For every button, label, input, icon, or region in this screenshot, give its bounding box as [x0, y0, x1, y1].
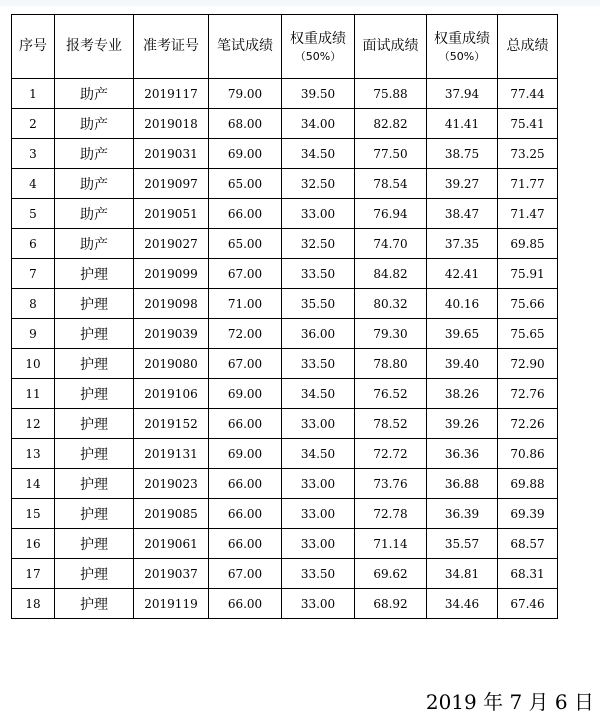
- cell-major: 护理: [55, 379, 134, 409]
- cell-exam-no: 2019152: [134, 409, 209, 439]
- cell-interview-weighted: 36.88: [427, 469, 498, 499]
- cell-total-score: 75.66: [498, 289, 558, 319]
- cell-written-weighted: 33.50: [282, 559, 355, 589]
- cell-written-weighted: 33.00: [282, 199, 355, 229]
- cell-seq: 14: [12, 469, 55, 499]
- cell-interview-score: 80.32: [355, 289, 427, 319]
- cell-interview-weighted: 38.75: [427, 139, 498, 169]
- score-table: [11, 14, 558, 619]
- table-row: [12, 229, 558, 259]
- cell-interview-score: 77.50: [355, 139, 427, 169]
- cell-written-weighted: 33.50: [282, 259, 355, 289]
- cell-exam-no: 2019098: [134, 289, 209, 319]
- cell-total-score: 69.39: [498, 499, 558, 529]
- cell-written-weighted: 33.00: [282, 499, 355, 529]
- cell-interview-score: 75.88: [355, 79, 427, 109]
- cell-exam-no: 2019131: [134, 439, 209, 469]
- cell-interview-weighted: 39.65: [427, 319, 498, 349]
- cell-interview-score: 72.78: [355, 499, 427, 529]
- cell-written-weighted: 34.50: [282, 439, 355, 469]
- cell-exam-no: 2019031: [134, 139, 209, 169]
- table-row: [12, 139, 558, 169]
- cell-interview-weighted: 36.39: [427, 499, 498, 529]
- header-interview-weighted-note: （50%）: [438, 49, 486, 63]
- cell-written-score: 66.00: [209, 499, 282, 529]
- cell-seq: 5: [12, 199, 55, 229]
- table-row: [12, 499, 558, 529]
- cell-major: 护理: [55, 589, 134, 619]
- header-exam-no: 准考证号: [134, 15, 209, 79]
- cell-total-score: 75.65: [498, 319, 558, 349]
- header-interview-weighted: [427, 15, 498, 79]
- cell-interview-weighted: 35.57: [427, 529, 498, 559]
- cell-total-score: 75.41: [498, 109, 558, 139]
- cell-written-score: 65.00: [209, 169, 282, 199]
- cell-interview-weighted: 42.41: [427, 259, 498, 289]
- cell-total-score: 72.26: [498, 409, 558, 439]
- cell-seq: 1: [12, 79, 55, 109]
- table-row: [12, 109, 558, 139]
- cell-written-weighted: 39.50: [282, 79, 355, 109]
- cell-total-score: 71.47: [498, 199, 558, 229]
- cell-written-weighted: 32.50: [282, 169, 355, 199]
- cell-interview-weighted: 34.81: [427, 559, 498, 589]
- cell-written-score: 69.00: [209, 439, 282, 469]
- table-row: [12, 409, 558, 439]
- cell-written-score: 68.00: [209, 109, 282, 139]
- cell-major: 护理: [55, 349, 134, 379]
- cell-interview-weighted: 40.16: [427, 289, 498, 319]
- table-body: [12, 79, 558, 619]
- cell-written-score: 66.00: [209, 199, 282, 229]
- cell-interview-weighted: 38.26: [427, 379, 498, 409]
- cell-exam-no: 2019023: [134, 469, 209, 499]
- header-seq: 序号: [12, 15, 55, 79]
- cell-exam-no: 2019018: [134, 109, 209, 139]
- cell-written-score: 66.00: [209, 529, 282, 559]
- cell-interview-weighted: 37.94: [427, 79, 498, 109]
- cell-major: 护理: [55, 439, 134, 469]
- cell-major: 助产: [55, 109, 134, 139]
- cell-seq: 11: [12, 379, 55, 409]
- cell-interview-score: 72.72: [355, 439, 427, 469]
- cell-written-score: 69.00: [209, 139, 282, 169]
- cell-interview-weighted: 34.46: [427, 589, 498, 619]
- cell-exam-no: 2019097: [134, 169, 209, 199]
- cell-major: 助产: [55, 229, 134, 259]
- cell-total-score: 68.57: [498, 529, 558, 559]
- header-total-score: 总成绩: [498, 15, 558, 79]
- cell-interview-score: 68.92: [355, 589, 427, 619]
- cell-total-score: 69.88: [498, 469, 558, 499]
- cell-total-score: 77.44: [498, 79, 558, 109]
- table-row: [12, 289, 558, 319]
- header-interview-weighted-label: 权重成绩: [434, 30, 490, 47]
- cell-interview-score: 76.94: [355, 199, 427, 229]
- cell-written-score: 71.00: [209, 289, 282, 319]
- table-row: [12, 169, 558, 199]
- cell-seq: 6: [12, 229, 55, 259]
- cell-interview-score: 73.76: [355, 469, 427, 499]
- cell-major: 助产: [55, 169, 134, 199]
- table-header-row: [12, 15, 558, 79]
- header-written-weighted-note: （50%）: [294, 49, 342, 63]
- cell-major: 护理: [55, 409, 134, 439]
- cell-written-weighted: 33.00: [282, 589, 355, 619]
- cell-major: 护理: [55, 499, 134, 529]
- cell-seq: 16: [12, 529, 55, 559]
- cell-written-score: 79.00: [209, 79, 282, 109]
- cell-major: 护理: [55, 559, 134, 589]
- cell-major: 助产: [55, 79, 134, 109]
- table-row: [12, 379, 558, 409]
- cell-interview-weighted: 39.26: [427, 409, 498, 439]
- cell-written-weighted: 34.50: [282, 139, 355, 169]
- cell-written-weighted: 33.00: [282, 469, 355, 499]
- cell-seq: 7: [12, 259, 55, 289]
- header-interview-score: 面试成绩: [355, 15, 427, 79]
- cell-written-score: 66.00: [209, 469, 282, 499]
- cell-interview-score: 79.30: [355, 319, 427, 349]
- cell-interview-weighted: 36.36: [427, 439, 498, 469]
- cell-major: 护理: [55, 469, 134, 499]
- table-row: [12, 469, 558, 499]
- cell-written-score: 67.00: [209, 259, 282, 289]
- cell-written-score: 69.00: [209, 379, 282, 409]
- cell-interview-score: 71.14: [355, 529, 427, 559]
- table-row: [12, 529, 558, 559]
- cell-total-score: 68.31: [498, 559, 558, 589]
- cell-exam-no: 2019027: [134, 229, 209, 259]
- cell-written-score: 66.00: [209, 589, 282, 619]
- cell-seq: 18: [12, 589, 55, 619]
- cell-total-score: 72.76: [498, 379, 558, 409]
- cell-seq: 13: [12, 439, 55, 469]
- cell-interview-weighted: 39.40: [427, 349, 498, 379]
- cell-seq: 12: [12, 409, 55, 439]
- cell-major: 护理: [55, 529, 134, 559]
- cell-written-score: 66.00: [209, 409, 282, 439]
- top-background-strip: [0, 0, 600, 6]
- footer-date: 2019 年 7 月 6 日: [425, 690, 594, 714]
- cell-major: 护理: [55, 289, 134, 319]
- cell-written-weighted: 33.00: [282, 529, 355, 559]
- cell-major: 护理: [55, 259, 134, 289]
- cell-interview-weighted: 39.27: [427, 169, 498, 199]
- cell-interview-weighted: 38.47: [427, 199, 498, 229]
- cell-written-score: 72.00: [209, 319, 282, 349]
- cell-major: 助产: [55, 139, 134, 169]
- cell-exam-no: 2019061: [134, 529, 209, 559]
- cell-written-weighted: 35.50: [282, 289, 355, 319]
- table-row: [12, 319, 558, 349]
- cell-interview-score: 74.70: [355, 229, 427, 259]
- table-row: [12, 349, 558, 379]
- cell-total-score: 75.91: [498, 259, 558, 289]
- table-row: [12, 259, 558, 289]
- cell-interview-weighted: 37.35: [427, 229, 498, 259]
- table-row: [12, 79, 558, 109]
- cell-major: 护理: [55, 319, 134, 349]
- cell-interview-score: 84.82: [355, 259, 427, 289]
- table-row: [12, 589, 558, 619]
- header-written-weighted: [282, 15, 355, 79]
- cell-total-score: 72.90: [498, 349, 558, 379]
- cell-exam-no: 2019039: [134, 319, 209, 349]
- table-row: [12, 439, 558, 469]
- cell-written-weighted: 36.00: [282, 319, 355, 349]
- cell-written-weighted: 34.50: [282, 379, 355, 409]
- cell-exam-no: 2019080: [134, 349, 209, 379]
- table-row: [12, 199, 558, 229]
- cell-exam-no: 2019037: [134, 559, 209, 589]
- cell-total-score: 67.46: [498, 589, 558, 619]
- cell-seq: 2: [12, 109, 55, 139]
- cell-written-weighted: 33.00: [282, 409, 355, 439]
- cell-interview-score: 78.54: [355, 169, 427, 199]
- cell-seq: 17: [12, 559, 55, 589]
- cell-written-weighted: 33.50: [282, 349, 355, 379]
- cell-interview-score: 78.52: [355, 409, 427, 439]
- cell-exam-no: 2019106: [134, 379, 209, 409]
- cell-written-weighted: 32.50: [282, 229, 355, 259]
- header-major: 报考专业: [55, 15, 134, 79]
- cell-written-weighted: 34.00: [282, 109, 355, 139]
- cell-written-score: 65.00: [209, 229, 282, 259]
- cell-exam-no: 2019085: [134, 499, 209, 529]
- cell-seq: 10: [12, 349, 55, 379]
- cell-total-score: 73.25: [498, 139, 558, 169]
- header-written-weighted-label: 权重成绩: [290, 30, 346, 47]
- cell-seq: 9: [12, 319, 55, 349]
- cell-interview-weighted: 41.41: [427, 109, 498, 139]
- cell-interview-score: 76.52: [355, 379, 427, 409]
- cell-interview-score: 82.82: [355, 109, 427, 139]
- cell-seq: 3: [12, 139, 55, 169]
- cell-major: 助产: [55, 199, 134, 229]
- cell-seq: 4: [12, 169, 55, 199]
- table-row: [12, 559, 558, 589]
- cell-exam-no: 2019099: [134, 259, 209, 289]
- cell-total-score: 71.77: [498, 169, 558, 199]
- cell-total-score: 70.86: [498, 439, 558, 469]
- cell-total-score: 69.85: [498, 229, 558, 259]
- cell-interview-score: 78.80: [355, 349, 427, 379]
- cell-seq: 15: [12, 499, 55, 529]
- cell-exam-no: 2019119: [134, 589, 209, 619]
- cell-exam-no: 2019051: [134, 199, 209, 229]
- cell-interview-score: 69.62: [355, 559, 427, 589]
- cell-seq: 8: [12, 289, 55, 319]
- cell-written-score: 67.00: [209, 559, 282, 589]
- cell-written-score: 67.00: [209, 349, 282, 379]
- header-written-score: 笔试成绩: [209, 15, 282, 79]
- cell-exam-no: 2019117: [134, 79, 209, 109]
